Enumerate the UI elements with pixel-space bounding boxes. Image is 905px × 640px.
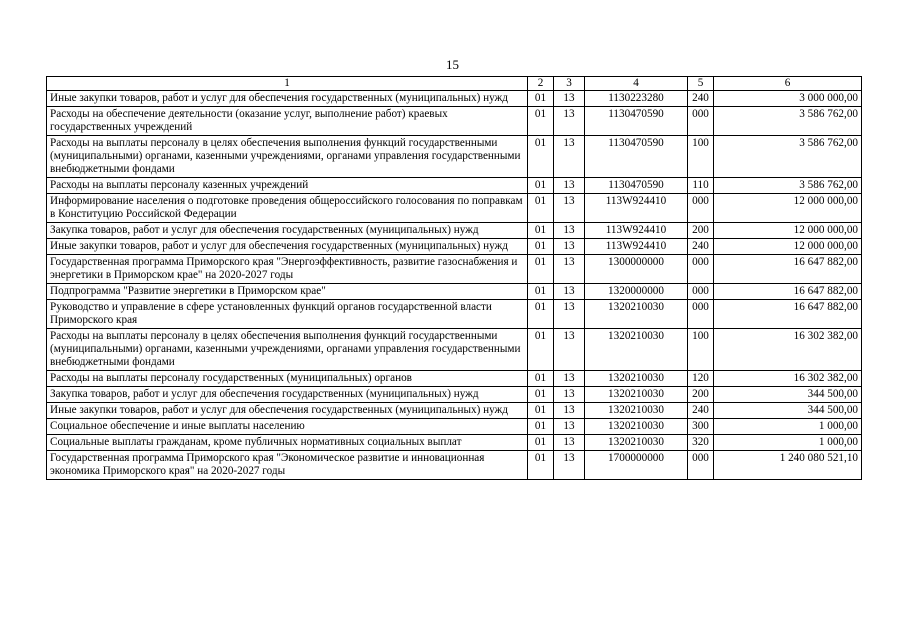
row-section-code: 01 xyxy=(528,435,554,451)
row-target-article-code: 1320210030 xyxy=(585,435,688,451)
row-section-code: 01 xyxy=(528,387,554,403)
row-description: Закупка товаров, работ и услуг для обеспечения государственных (муниципальных) нужд xyxy=(47,387,528,403)
row-section-code: 01 xyxy=(528,255,554,284)
row-subsection-code: 13 xyxy=(554,239,585,255)
row-amount: 16 647 882,00 xyxy=(714,284,862,300)
table-row xyxy=(47,387,862,403)
budget-table xyxy=(46,76,862,480)
row-section-code: 01 xyxy=(528,107,554,136)
row-amount: 1 000,00 xyxy=(714,435,862,451)
row-expense-type-code: 000 xyxy=(688,451,714,480)
row-expense-type-code: 240 xyxy=(688,91,714,107)
row-amount: 344 500,00 xyxy=(714,387,862,403)
row-amount: 12 000 000,00 xyxy=(714,239,862,255)
row-section-code: 01 xyxy=(528,194,554,223)
row-description: Социальные выплаты гражданам, кроме публичных нормативных социальных выплат xyxy=(47,435,528,451)
row-expense-type-code: 110 xyxy=(688,178,714,194)
row-section-code: 01 xyxy=(528,136,554,178)
row-subsection-code: 13 xyxy=(554,329,585,371)
table-row xyxy=(47,223,862,239)
row-target-article-code: 113W924410 xyxy=(585,194,688,223)
row-amount: 1 000,00 xyxy=(714,419,862,435)
row-target-article-code: 1130470590 xyxy=(585,107,688,136)
row-expense-type-code: 200 xyxy=(688,387,714,403)
table-row xyxy=(47,91,862,107)
row-expense-type-code: 320 xyxy=(688,435,714,451)
row-expense-type-code: 120 xyxy=(688,371,714,387)
row-expense-type-code: 200 xyxy=(688,223,714,239)
column-header: 5 xyxy=(688,77,714,91)
row-target-article-code: 1700000000 xyxy=(585,451,688,480)
row-section-code: 01 xyxy=(528,300,554,329)
row-description: Закупка товаров, работ и услуг для обеспечения государственных (муниципальных) нужд xyxy=(47,223,528,239)
row-amount: 16 647 882,00 xyxy=(714,300,862,329)
row-expense-type-code: 000 xyxy=(688,284,714,300)
row-section-code: 01 xyxy=(528,178,554,194)
row-description: Расходы на выплаты персоналу в целях обеспечения выполнения функций государственными (муниципальными) органами, казенными учреждениями, органами управления государственными внебюджетными фондами xyxy=(47,136,528,178)
table-header-row xyxy=(47,77,862,91)
row-description: Информирование населения о подготовке проведения общероссийского голосования по поправкам в Конституцию Российской Федерации xyxy=(47,194,528,223)
row-amount: 16 647 882,00 xyxy=(714,255,862,284)
row-expense-type-code: 240 xyxy=(688,239,714,255)
row-subsection-code: 13 xyxy=(554,435,585,451)
table-row xyxy=(47,451,862,480)
row-expense-type-code: 000 xyxy=(688,255,714,284)
row-amount: 1 240 080 521,10 xyxy=(714,451,862,480)
row-description: Иные закупки товаров, работ и услуг для обеспечения государственных (муниципальных) нужд xyxy=(47,91,528,107)
row-target-article-code: 1320210030 xyxy=(585,387,688,403)
row-subsection-code: 13 xyxy=(554,403,585,419)
table-row xyxy=(47,178,862,194)
row-section-code: 01 xyxy=(528,329,554,371)
table-row xyxy=(47,284,862,300)
row-subsection-code: 13 xyxy=(554,371,585,387)
row-expense-type-code: 000 xyxy=(688,194,714,223)
row-expense-type-code: 300 xyxy=(688,419,714,435)
page-number: 15 xyxy=(446,57,459,72)
row-target-article-code: 1130223280 xyxy=(585,91,688,107)
row-subsection-code: 13 xyxy=(554,91,585,107)
row-expense-type-code: 240 xyxy=(688,403,714,419)
row-target-article-code: 1320210030 xyxy=(585,329,688,371)
row-description: Социальное обеспечение и иные выплаты населению xyxy=(47,419,528,435)
row-section-code: 01 xyxy=(528,451,554,480)
row-section-code: 01 xyxy=(528,371,554,387)
row-amount: 3 586 762,00 xyxy=(714,178,862,194)
row-target-article-code: 113W924410 xyxy=(585,239,688,255)
row-amount: 3 000 000,00 xyxy=(714,91,862,107)
row-amount: 16 302 382,00 xyxy=(714,329,862,371)
row-amount: 3 586 762,00 xyxy=(714,136,862,178)
row-expense-type-code: 100 xyxy=(688,329,714,371)
row-subsection-code: 13 xyxy=(554,419,585,435)
row-description: Расходы на обеспечение деятельности (оказание услуг, выполнение работ) краевых государственных учреждений xyxy=(47,107,528,136)
row-description: Иные закупки товаров, работ и услуг для обеспечения государственных (муниципальных) нужд xyxy=(47,403,528,419)
row-expense-type-code: 000 xyxy=(688,107,714,136)
table-row xyxy=(47,371,862,387)
row-target-article-code: 1300000000 xyxy=(585,255,688,284)
row-subsection-code: 13 xyxy=(554,387,585,403)
row-target-article-code: 1130470590 xyxy=(585,136,688,178)
table-body xyxy=(47,91,862,480)
column-header: 3 xyxy=(554,77,585,91)
row-description: Подпрограмма "Развитие энергетики в Приморском крае" xyxy=(47,284,528,300)
row-section-code: 01 xyxy=(528,223,554,239)
row-section-code: 01 xyxy=(528,284,554,300)
row-amount: 3 586 762,00 xyxy=(714,107,862,136)
row-target-article-code: 1130470590 xyxy=(585,178,688,194)
row-target-article-code: 1320210030 xyxy=(585,419,688,435)
row-target-article-code: 1320000000 xyxy=(585,284,688,300)
row-description: Иные закупки товаров, работ и услуг для обеспечения государственных (муниципальных) нужд xyxy=(47,239,528,255)
table-row xyxy=(47,255,862,284)
table-row xyxy=(47,136,862,178)
column-header: 6 xyxy=(714,77,862,91)
row-expense-type-code: 100 xyxy=(688,136,714,178)
row-subsection-code: 13 xyxy=(554,300,585,329)
column-header: 4 xyxy=(585,77,688,91)
row-amount: 12 000 000,00 xyxy=(714,223,862,239)
row-amount: 12 000 000,00 xyxy=(714,194,862,223)
row-subsection-code: 13 xyxy=(554,107,585,136)
table-row xyxy=(47,300,862,329)
row-subsection-code: 13 xyxy=(554,284,585,300)
row-subsection-code: 13 xyxy=(554,451,585,480)
row-amount: 16 302 382,00 xyxy=(714,371,862,387)
row-description: Расходы на выплаты персоналу казенных учреждений xyxy=(47,178,528,194)
row-subsection-code: 13 xyxy=(554,136,585,178)
table-row xyxy=(47,239,862,255)
row-subsection-code: 13 xyxy=(554,223,585,239)
table-row xyxy=(47,107,862,136)
table-row xyxy=(47,419,862,435)
row-target-article-code: 113W924410 xyxy=(585,223,688,239)
row-description: Государственная программа Приморского края "Экономическое развитие и инновационная экономика Приморского края" на 2020-2027 годы xyxy=(47,451,528,480)
table-row xyxy=(47,329,862,371)
column-header: 2 xyxy=(528,77,554,91)
row-section-code: 01 xyxy=(528,239,554,255)
row-amount: 344 500,00 xyxy=(714,403,862,419)
row-section-code: 01 xyxy=(528,91,554,107)
table-row xyxy=(47,194,862,223)
row-expense-type-code: 000 xyxy=(688,300,714,329)
row-section-code: 01 xyxy=(528,419,554,435)
row-description: Руководство и управление в сфере установленных функций органов государственной власти Приморского края xyxy=(47,300,528,329)
row-target-article-code: 1320210030 xyxy=(585,371,688,387)
row-subsection-code: 13 xyxy=(554,178,585,194)
row-description: Расходы на выплаты персоналу государственных (муниципальных) органов xyxy=(47,371,528,387)
row-subsection-code: 13 xyxy=(554,255,585,284)
row-target-article-code: 1320210030 xyxy=(585,300,688,329)
table-row xyxy=(47,403,862,419)
row-subsection-code: 13 xyxy=(554,194,585,223)
row-description: Государственная программа Приморского края "Энергоэффективность, развитие газоснабжения и энергетики в Приморском крае" на 2020-2027 годы xyxy=(47,255,528,284)
row-target-article-code: 1320210030 xyxy=(585,403,688,419)
row-section-code: 01 xyxy=(528,403,554,419)
column-header: 1 xyxy=(47,77,528,91)
row-description: Расходы на выплаты персоналу в целях обеспечения выполнения функций государственными (муниципальными) органами, казенными учреждениями, органами управления государственными внебюджетными фондами xyxy=(47,329,528,371)
table-row xyxy=(47,435,862,451)
